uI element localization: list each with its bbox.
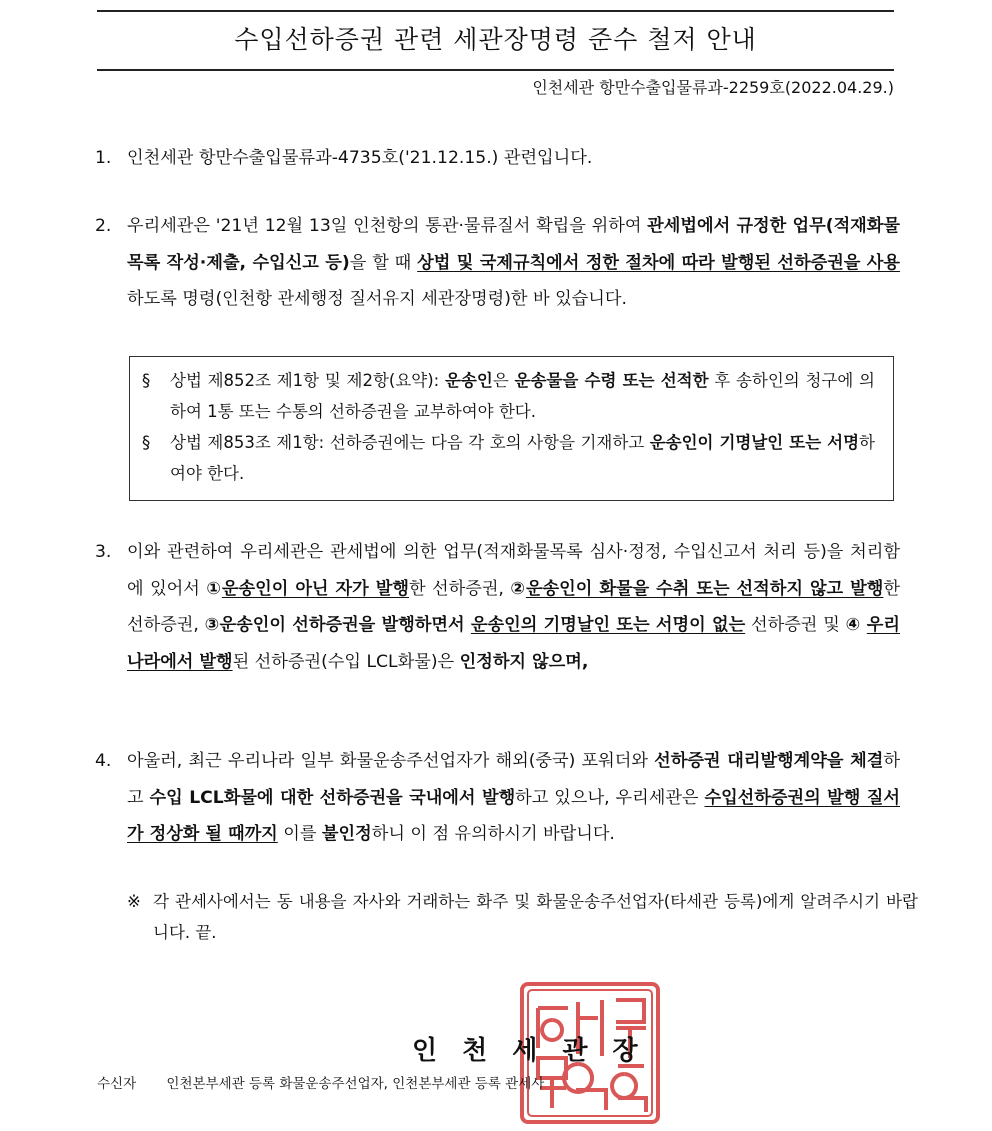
text-segment: 선하증권 및 <box>745 615 846 635</box>
section-mark: § <box>142 371 151 390</box>
page-title: 수입선하증권 관련 세관장명령 준수 철저 안내 <box>234 25 757 54</box>
text-segment: 불인정 <box>321 824 372 844</box>
paragraph-4 <box>95 743 900 853</box>
recipient-label: 수신자 <box>97 1076 137 1092</box>
text-segment: 하도록 명령(인천항 관세행정 질서유지 세관장명령)한 바 있습니다. <box>127 289 627 309</box>
sender-name: 인천세관장 <box>412 1036 663 1066</box>
paragraph-number: 4. <box>95 751 112 771</box>
top-rule <box>97 10 894 12</box>
text-segment: 관세법에서 규정한 업무(적재화물목록 작성·제출, 수입신고 등) <box>127 216 900 273</box>
paragraph-number: 2. <box>95 216 112 236</box>
text-segment: ④ <box>845 615 867 635</box>
text-segment: 운송인이 화물을 수취 또는 선적하지 않고 발행 <box>525 578 884 599</box>
text-segment: 운송인의 기명날인 또는 서명이 없는 <box>470 615 746 635</box>
law-reference-item <box>142 427 875 489</box>
note-mark: ※ <box>127 892 141 911</box>
text-segment: 은 <box>492 371 515 390</box>
text-segment: 선하증권 대리발행계약을 체결 <box>654 751 884 771</box>
text-segment: 운송인이 기명날인 또는 서명 <box>649 433 860 452</box>
text-segment: 인천세관 항만수출입물류과-4735호('21.12.15.) 관련입니다. <box>127 148 593 168</box>
paragraph-3 <box>95 534 900 680</box>
recipient-list: 인천본부세관 등록 화물운송주선업자, 인천본부세관 등록 관세사 <box>166 1076 545 1092</box>
law-reference-text <box>170 371 875 421</box>
law-reference-text <box>170 433 875 483</box>
title-rule <box>97 69 894 71</box>
text-segment: 하여야 한다. <box>170 433 875 483</box>
text-segment: 운송물을 수령 또는 선적한 <box>514 371 709 390</box>
text-segment: ① <box>206 578 222 599</box>
text-segment: 상법 제852조 제1항 및 제2항(요약): <box>170 371 445 390</box>
text-segment: 하고 있으나, 우리세관은 <box>515 787 705 808</box>
text-segment: 하니 이 점 유의하시기 바랍니다. <box>371 824 615 844</box>
text-segment: 상법 제853조 제1항: 선하증권에는 다음 각 호의 사항을 기재하고 <box>170 433 650 452</box>
law-reference-item <box>142 365 875 427</box>
law-reference-box <box>129 356 894 501</box>
text-segment: 우리나라에서 발행 <box>127 615 900 672</box>
document-number: 인천세관 항만수출입물류과-2259호(2022.04.29.) <box>532 78 894 97</box>
text-segment: 인정하지 않으며, <box>459 651 589 672</box>
paragraph-text <box>127 534 900 680</box>
text-segment: 운송인이 아닌 자가 발행 <box>221 578 409 599</box>
paragraph-1 <box>95 140 900 177</box>
paragraph-2 <box>95 208 900 318</box>
text-segment: 우리세관은 '21년 12월 13일 인천항의 통관·물류질서 확립을 위하여 <box>127 216 648 236</box>
recipient-line <box>97 1072 544 1092</box>
paragraph-text <box>127 208 900 318</box>
text-segment: ② <box>510 578 526 599</box>
section-mark: § <box>142 433 151 452</box>
text-segment: 된 선하증권(수입 LCL화물)은 <box>232 651 460 672</box>
paragraph-number: 3. <box>95 542 112 562</box>
text-segment: 후 송하인의 청구에 의하여 1통 또는 수통의 선하증권을 교부하여야 한다. <box>170 371 875 421</box>
text-segment: 한 선하증권, <box>408 578 511 599</box>
text-segment: ③운송인이 선하증권을 발행하면서 <box>204 615 471 635</box>
text-segment: 수입 LCL화물에 대한 선하증권을 국내에서 발행 <box>149 787 516 808</box>
text-segment: 상법 및 국제규칙에서 정한 절차에 따라 발행된 선하증권을 사용 <box>417 252 900 273</box>
paragraph-text <box>127 140 900 177</box>
paragraph-number: 1. <box>95 148 112 168</box>
text-segment: 을 할 때 <box>349 252 418 273</box>
text-segment: 수입선하증권의 발행 질서가 정상화 될 때까지 <box>127 787 901 844</box>
text-segment: 한 선하증권, <box>127 578 900 635</box>
text-segment: 하고 <box>127 751 901 808</box>
text-segment: 운송인 <box>444 371 493 390</box>
notice-note <box>127 886 918 948</box>
note-text: 각 관세사에서는 동 내용을 자사와 거래하는 화주 및 화물운송주선업자(타세관 등록)에게 알려주시기 바랍니다. 끝. <box>153 892 918 942</box>
text-segment: 이와 관련하여 우리세관은 관세법에 의한 업무(적재화물목록 심사·정정, 수입신고서 처리 등)을 처리함에 있어서 <box>127 542 900 599</box>
text-segment: 아울러, 최근 우리나라 일부 화물운송주선업자가 해외(중국) 포워더와 <box>127 751 655 771</box>
paragraph-text <box>127 743 900 853</box>
text-segment: 이를 <box>277 824 322 844</box>
